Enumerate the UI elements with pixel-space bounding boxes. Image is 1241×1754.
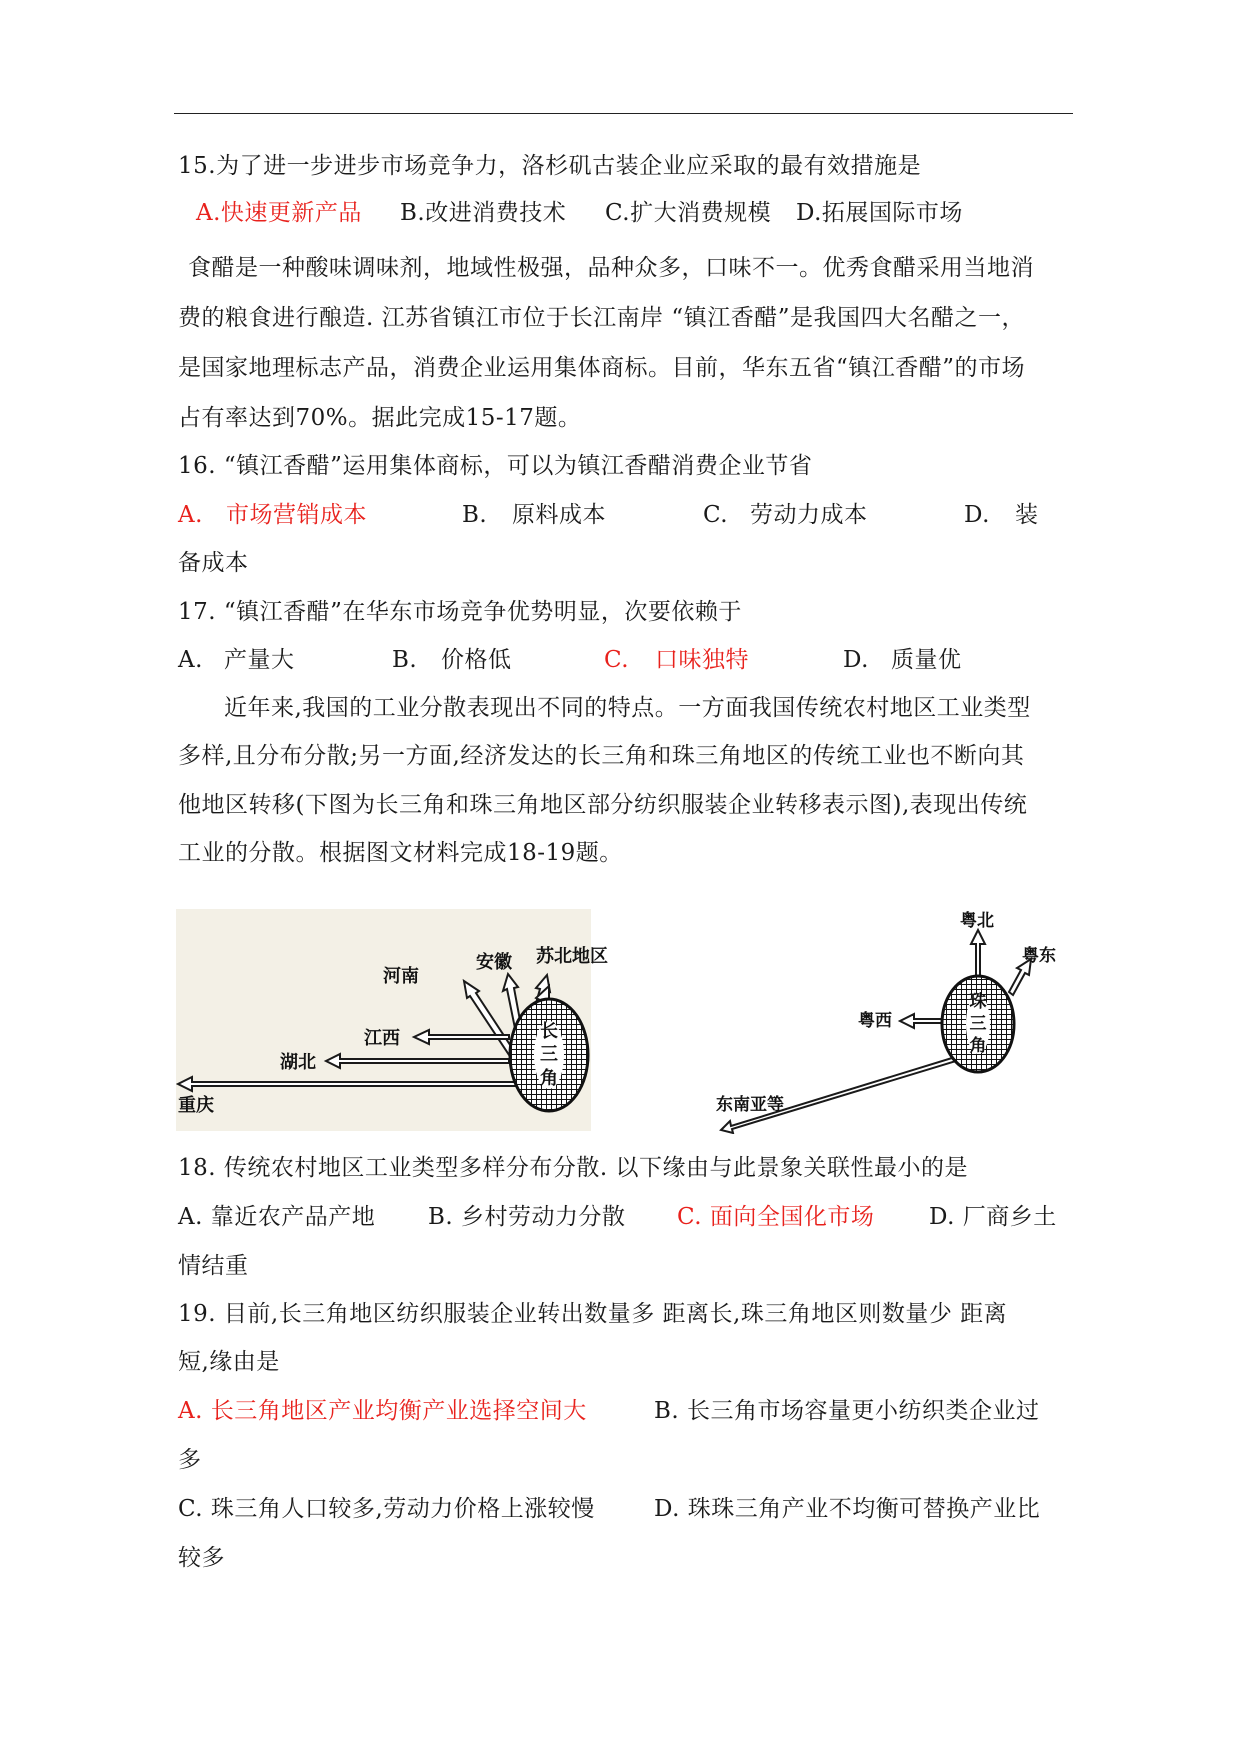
passage1-line2: 费的粮食进行酿造. 江苏省镇江市位于长江南岸 “镇江香醋”是我国四大名醋之一，: [178, 305, 1025, 331]
yangtze-delta-char-2: 三: [540, 1044, 558, 1065]
q16-option-b-letter: B.: [462, 502, 488, 528]
q18-option-a: A. 靠近农产品产地: [178, 1204, 376, 1230]
yangtze-delta-char-1: 长: [540, 1021, 558, 1042]
q16-option-d-text: 装: [1015, 502, 1039, 528]
q17-option-c-letter: C.: [604, 647, 630, 673]
passage2-line1: 近年来,我国的工业分散表现出不同的特点。一方面我国传统农村地区工业类型: [224, 695, 1031, 721]
label-yuexi: 粤西: [858, 1011, 892, 1031]
arrow-to-southeast-asia: [721, 1054, 966, 1133]
passage1-line4: 占有率达到70%。据此完成15-17题。: [178, 405, 582, 431]
q15-option-c: C.扩大消费规模: [605, 200, 772, 226]
q17-option-a-letter: A.: [178, 647, 203, 673]
arrow-to-yuexi: [900, 1014, 943, 1028]
q19-stem-line1: 19. 目前,长三角地区纺织服装企业转出数量多 距离长,珠三角地区则数量少 距离: [178, 1301, 1008, 1327]
passage1-line3: 是国家地理标志产品，消费企业运用集体商标。目前，华东五省“镇江香醋”的市场: [178, 355, 1026, 381]
q16-option-a-text: 市场营销成本: [226, 502, 367, 528]
passage2-line4: 工业的分散。根据图文材料完成18-19题。: [178, 840, 623, 866]
q18-option-c: C. 面向全国化市场: [677, 1204, 875, 1230]
q16-stem: 16. “镇江香醋”运用集体商标，可以为镇江香醋消费企业节省: [178, 453, 813, 479]
pearl-delta-char-1: 珠: [969, 992, 987, 1012]
q16-option-b-text: 原料成本: [512, 502, 606, 528]
q18-option-b: B. 乡村劳动力分散: [428, 1204, 626, 1230]
label-hubei: 湖北: [280, 1052, 316, 1073]
pearl-delta-char-2: 三: [969, 1014, 987, 1034]
q19-stem-line2: 短,缘由是: [178, 1349, 280, 1375]
header-rule: [174, 113, 1073, 114]
label-yuebei: 粤北: [960, 911, 994, 931]
passage2-line3: 他地区转移(下图为长三角和珠三角地区部分纺织服装企业转移表示图),表现出传统: [178, 792, 1028, 818]
q17-option-c-text: 口味独特: [655, 647, 749, 673]
q16-option-c-letter: C.: [703, 502, 729, 528]
label-southeast-asia: 东南亚等: [716, 1095, 784, 1115]
pearl-delta-char-3: 角: [969, 1036, 987, 1056]
textile-relocation-figure: [176, 904, 1076, 1134]
label-jiangxi: 江西: [364, 1028, 400, 1049]
q16-option-c-text: 劳动力成本: [750, 502, 868, 528]
q16-option-d-continued: 备成本: [178, 550, 249, 576]
q17-option-d-letter: D.: [843, 647, 869, 673]
q15-option-b: B.改进消费技术: [400, 200, 567, 226]
q19-option-b-continued: 多: [178, 1447, 202, 1473]
q17-option-b-text: 价格低: [441, 647, 512, 673]
arrow-to-yuebei: [971, 930, 985, 976]
q17-stem: 17. “镇江香醋”在华东市场竞争优势明显，次要依赖于: [178, 599, 742, 625]
label-anhui: 安徽: [476, 952, 512, 973]
label-henan: 河南: [383, 966, 419, 987]
passage2-line2: 多样,且分布分散;另一方面,经济发达的长三角和珠三角地区的传统工业也不断向其: [178, 743, 1025, 769]
q17-option-d-text: 质量优: [891, 647, 962, 673]
yangtze-delta-char-3: 角: [540, 1068, 558, 1089]
q19-option-b: B. 长三角市场容量更小纺织类企业过: [654, 1398, 1040, 1424]
label-chongqing: 重庆: [178, 1095, 214, 1116]
q18-stem: 18. 传统农村地区工业类型多样分布分散. 以下缘由与此景象关联性最小的是: [178, 1155, 969, 1181]
q19-option-d-continued: 较多: [178, 1545, 225, 1571]
q15-stem: 15.为了进一步进步市场竞争力，洛杉矶古装企业应采取的最有效措施是: [178, 153, 922, 179]
q19-option-d: D. 珠珠三角产业不均衡可替换产业比: [654, 1496, 1041, 1522]
q16-option-d-letter: D.: [964, 502, 990, 528]
label-yuedong: 粤东: [1022, 946, 1056, 966]
q15-option-a: A.快速更新产品: [196, 200, 362, 226]
q16-option-a-letter: A.: [178, 502, 203, 528]
q17-option-b-letter: B.: [392, 647, 418, 673]
q15-option-d: D.拓展国际市场: [796, 200, 963, 226]
passage1-line1: 食醋是一种酸味调味剂，地域性极强，品种众多，口味不一。优秀食醋采用当地消: [188, 255, 1034, 281]
q18-option-d-continued: 情结重: [178, 1253, 249, 1279]
q19-option-c: C. 珠三角人口较多,劳动力价格上涨较慢: [178, 1496, 595, 1522]
q19-option-a: A. 长三角地区产业均衡产业选择空间大: [178, 1398, 587, 1424]
q17-option-a-text: 产量大: [224, 647, 295, 673]
label-subei: 苏北地区: [536, 946, 608, 967]
q18-option-d: D. 厂商乡土: [929, 1204, 1057, 1230]
